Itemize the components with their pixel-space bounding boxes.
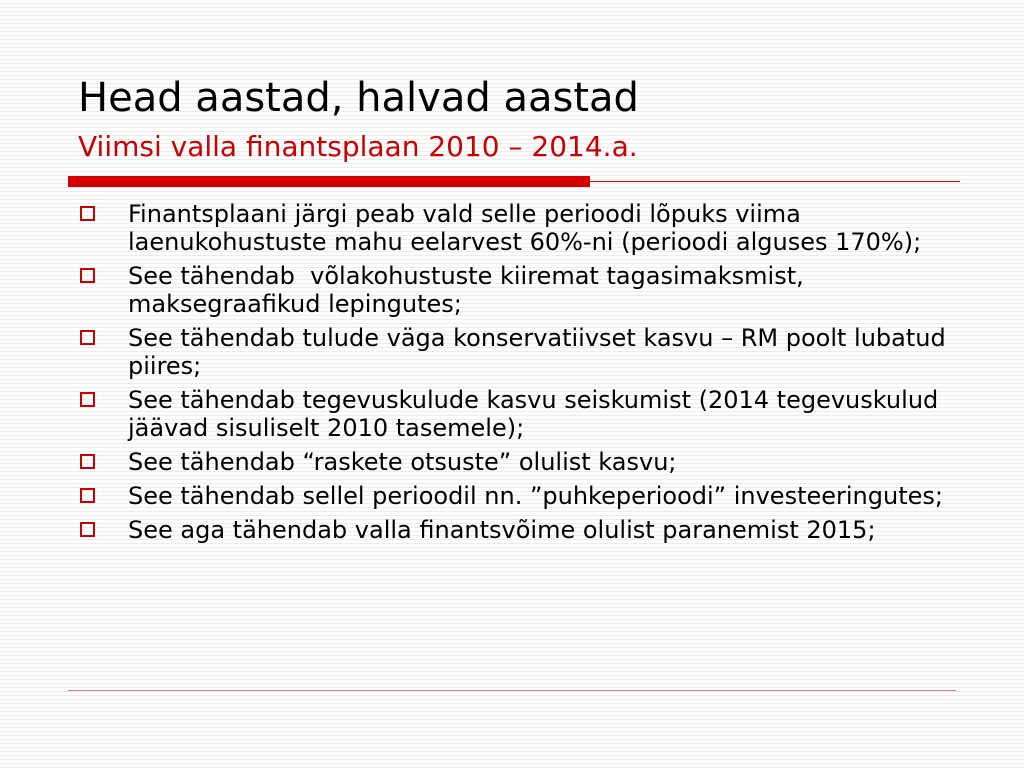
bullet-text: See aga tähendab valla finantsvõime olulist paranemist 2015;: [128, 516, 876, 544]
bullet-text: See tähendab “raskete otsuste” olulist kasvu;: [128, 448, 677, 476]
bullet-item: [78, 386, 958, 442]
bullet-item: [78, 482, 958, 510]
bullet-item: [78, 200, 958, 256]
footer-divider: [68, 690, 956, 691]
square-outline-icon: [80, 392, 95, 407]
slide-subtitle: Viimsi valla finantsplaan 2010 – 2014.a.: [78, 130, 638, 163]
bullet-text: See tähendab tulude väga konservatiivset kasvu – RM poolt lubatud piires;: [128, 324, 946, 380]
bullet-item: [78, 516, 958, 544]
square-outline-icon: [80, 522, 95, 537]
bullet-text: See tähendab tegevuskulude kasvu seiskumist (2014 tegevuskulud jäävad sisuliselt 2010 tasemele);: [128, 386, 939, 442]
bullet-item: [78, 448, 958, 476]
square-outline-icon: [80, 488, 95, 503]
bullet-item: [78, 262, 958, 318]
bullet-text: See tähendab sellel perioodil nn. ”puhkeperioodi” investeeringutes;: [128, 482, 943, 510]
bullet-item: [78, 324, 958, 380]
title-underline-thin: [590, 181, 960, 182]
bullet-list: [78, 200, 958, 550]
bullet-text: Finantsplaani järgi peab vald selle perioodi lõpuks viima laenukohustuste mahu eelarvest 60%-ni (perioodi alguses 170%);: [128, 200, 922, 256]
square-outline-icon: [80, 206, 95, 221]
bullet-text: See tähendab võlakohustuste kiiremat tagasimaksmist, maksegraafikud lepingutes;: [128, 262, 812, 318]
square-outline-icon: [80, 454, 95, 469]
square-outline-icon: [80, 330, 95, 345]
slide-title: Head aastad, halvad aastad: [78, 75, 639, 121]
square-outline-icon: [80, 268, 95, 283]
title-underline-thick: [68, 176, 590, 187]
